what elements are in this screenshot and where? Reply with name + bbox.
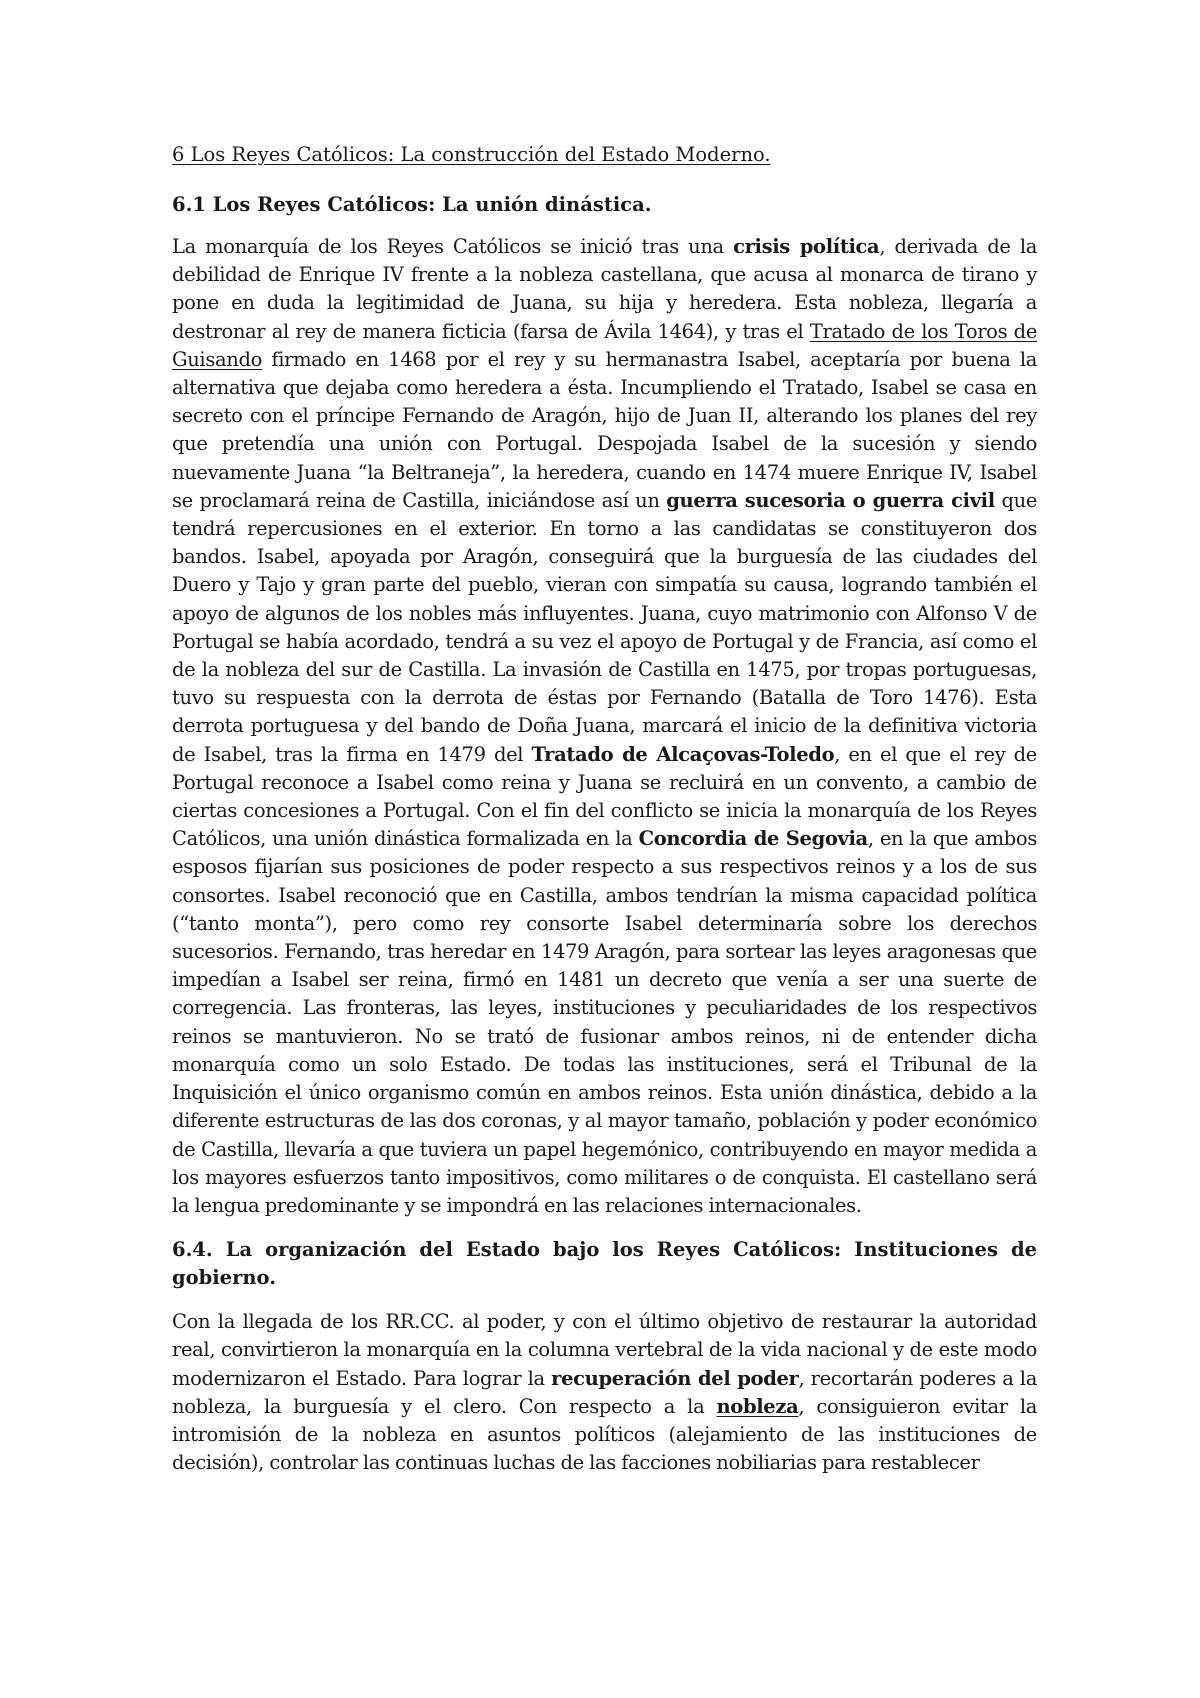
bold-term-recuperacion-poder: recuperación del poder — [551, 1366, 799, 1390]
bold-underlined-term-nobleza: nobleza — [716, 1394, 799, 1418]
section-heading-6-4: 6.4. La organización del Estado bajo los Reyes Católicos: Instituciones de gobierno. — [172, 1238, 1037, 1290]
text-run: , en el que el rey de Portugal reconoce a Isabel como reina y Juana se recluirá en un convento, a cambio de ciertas concesiones a Portugal. Con el fin del conflicto se inicia la monarquía de los Reyes Católicos, una unión dinástica formalizada en la — [172, 742, 1037, 851]
document-title: 6 Los Reyes Católicos: La construcción del Estado Moderno. — [172, 143, 771, 166]
text-run: La monarquía de los Reyes Católicos se inició tras una — [172, 235, 734, 258]
text-run: Con la llegada de los RR.CC. al poder, y con el último objetivo de restaurar la autoridad real, convirtieron la monarquía en la columna vertebral de la vida nacional y de este modo modernizaron el Estado. Para lograr la — [172, 1310, 1037, 1390]
bold-term-concordia-segovia: Concordia de Segovia — [638, 827, 868, 851]
text-run: firmado en 1468 por el rey y su hermanastra Isabel, aceptaría por buena la alternativa que dejaba como heredera a ésta. Incumpliendo el Tratado, Isabel se casa en secreto con el príncipe Fernando de Aragón, hijo de Juan II, alterando los planes del rey que pretendía una unión con Portugal. Despojada Isabel de la sucesión y siendo nuevamente Juana “la Beltraneja”, la heredera, cuando en 1474 muere Enrique IV, Isabel se proclamará reina de Castilla, iniciándose así un — [172, 347, 1037, 512]
text-run: , en la que ambos esposos fijarían sus posiciones de poder respecto a sus respectivos reinos y a los de sus consortes. Isabel reconoció que en Castilla, ambos tendrían la misma capacidad política (“tanto monta”), pero como rey consorte Isabel determinaría sobre los derechos sucesorios. Fernando, tras heredar en 1479 Aragón, para sortear las leyes aragonesas que impedían a Isabel ser reina, firmó en 1481 un decreto que venía a ser una suerte de corregencia. Las fronteras, las leyes, instituciones y peculiaridades de los respectivos reinos se mantuvieron. No se trató de fusionar ambos reinos, ni de entender dicha monarquía como un solo Estado. De todas las instituciones, será el Tribunal de la Inquisición el único organismo común en ambos reinos. Esta unión dinástica, debido a la diferente estructuras de las dos coronas, y al mayor tamaño, población y poder económico de Castilla, llevaría a que tuviera un papel hegemónico, contribuyendo en mayor medida a los mayores esfuerzos tanto impositivos, como militares o de conquista. El castellano será la lengua predominante y se impondrá en las relaciones internacionales. — [172, 827, 1037, 1217]
section-6-1-paragraph — [172, 233, 1037, 1220]
section-heading-6-1: 6.1 Los Reyes Católicos: La unión dinástica. — [172, 193, 652, 216]
bold-term-crisis-politica: crisis política — [733, 235, 880, 258]
text-run: , consiguieron evitar la intromisión de la nobleza en asuntos políticos (alejamiento de las instituciones de decisión), controlar las continuas luchas de las facciones nobiliarias para restablecer — [172, 1394, 1037, 1475]
underlined-term-tratado-toros-guisando: Tratado de los Toros de Guisando — [172, 319, 1038, 371]
text-run: que tendrá repercusiones en el exterior. En torno a las candidatas se constituyeron dos bandos. Isabel, apoyada por Aragón, conseguirá que la burguesía de las ciudades del Duero y Tajo y gran parte del pueblo, vieran con simpatía su causa, logrando también el apoyo de algunos de los nobles más influyentes. Juana, cuyo matrimonio con Alfonso V de Portugal se había acordado, tendrá a su vez el apoyo de Portugal y de Francia, así como el de la nobleza del sur de Castilla. La invasión de Castilla en 1475, por tropas portuguesas, tuvo su respuesta con la derrota de éstas por Fernando (Batalla de Toro 1476). Esta derrota portuguesa y del bando de Doña Juana, marcará el inicio de la definitiva victoria de Isabel, tras la firma en 1479 del — [172, 488, 1038, 766]
bold-term-tratado-alcacovas: Tratado de Alcaçovas-Toledo — [531, 742, 835, 766]
text-run: , derivada de la debilidad de Enrique IV frente a la nobleza castellana, que acusa al monarca de tirano y pone en duda la legitimidad de Juana, su hija y heredera. Esta nobleza, llegaría a destronar al rey de manera ficticia (farsa de Ávila 1464), y tras el — [172, 235, 1037, 343]
bold-term-guerra-sucesoria: guerra sucesoria o guerra civil — [666, 488, 995, 512]
section-6-4-paragraph — [172, 1308, 1037, 1477]
text-run: , recortarán poderes a la nobleza, la burguesía y el clero. Con respecto a la — [172, 1366, 1037, 1418]
